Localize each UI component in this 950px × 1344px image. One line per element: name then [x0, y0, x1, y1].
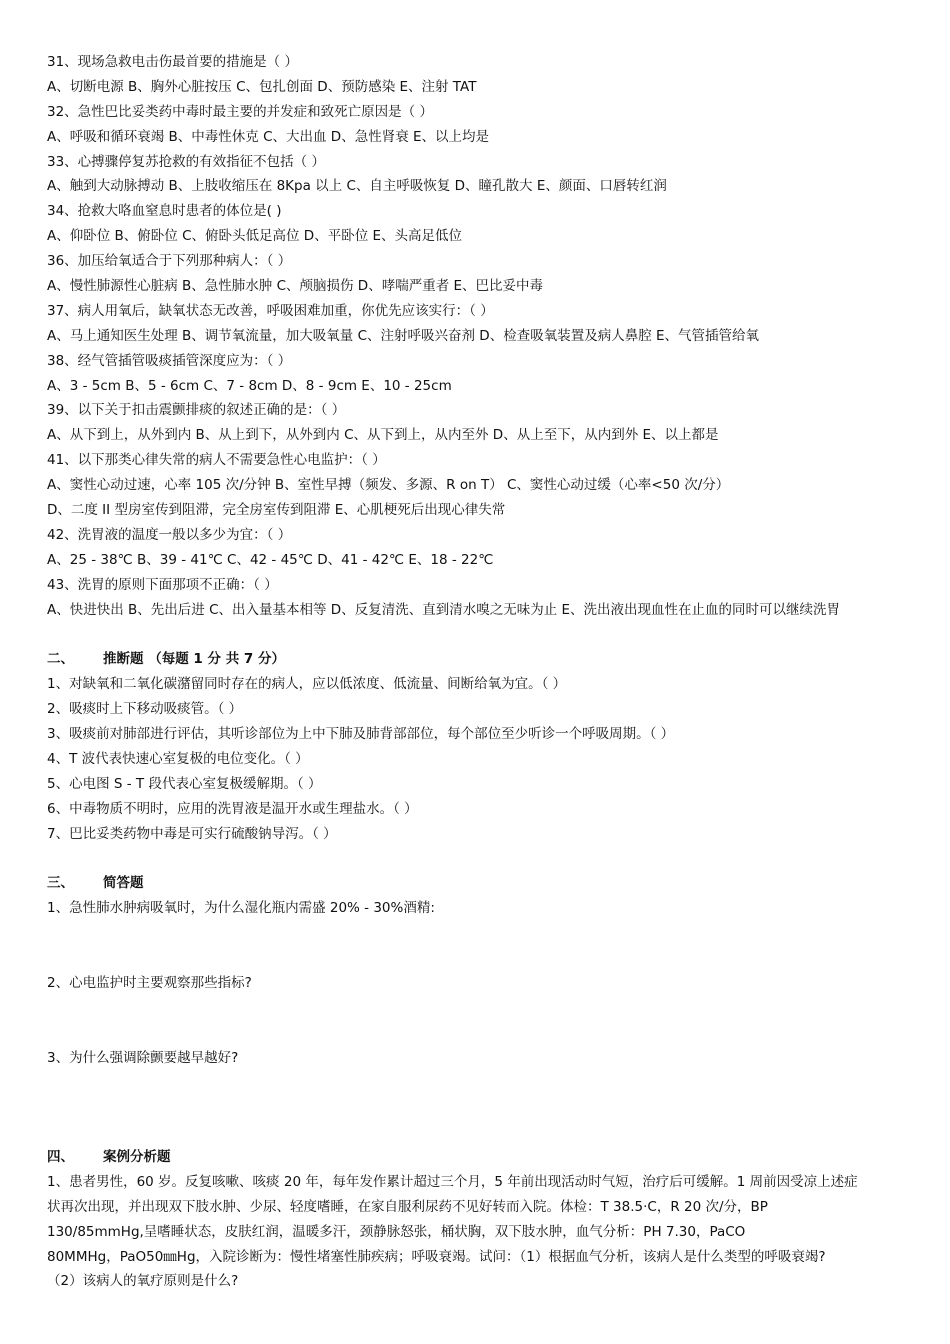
- section-heading: [47, 1145, 907, 1170]
- section-heading: [47, 647, 907, 672]
- section-short-answer: [47, 871, 907, 1145]
- section-number: 四、: [47, 1148, 74, 1165]
- short-answer-question: 1、急性肺水肿病吸氧时，为什么湿化瓶内需盛 20% - 30%酒精:: [47, 900, 435, 917]
- options-line: A、从下到上，从外到内 B、从上到下，从外到内 C、从下到上，从内至外 D、从上至下，从内到外 E、以上都是: [47, 427, 719, 444]
- judgement-item: 4、T 波代表快速心室复极的电位变化。（ ）: [47, 750, 309, 767]
- options-line: A、窦性心动过速，心率 105 次/分钟 B、室性早搏（频发、多源、R on T） C、窦性心动过缓（心率<50 次/分）: [47, 477, 730, 494]
- case-text-line: 130/85mmHg,呈嗜睡状态，皮肤红润，温暖多汗，颈静脉怒张，桶状胸，双下肢水肿，血气分析：PH 7.30，PaCO: [47, 1223, 746, 1240]
- section-number: 二、: [47, 651, 74, 668]
- judgement-item: 5、心电图 S - T 段代表心室复极缓解期。（ ）: [47, 775, 322, 792]
- section-case-analysis: [47, 1145, 907, 1294]
- options-line: A、快进快出 B、先出后进 C、出入量基本相等 D、反复清洗、直到清水嗅之无味为止 E、洗出液出现血性在止血的同时可以继续洗胃: [47, 601, 841, 618]
- options-line: A、马上通知医生处理 B、调节氧流量，加大吸氧量 C、注射呼吸兴奋剂 D、检查吸氧装置及病人鼻腔 E、气管插管给氧: [47, 327, 760, 344]
- document-page: [47, 50, 907, 1294]
- section-heading: [47, 871, 907, 896]
- question-line: 37、病人用氧后，缺氧状态无改善，呼吸困难加重，你优先应该实行：（ ）: [47, 302, 494, 319]
- case-text-line: 状再次出现，并出现双下肢水肿、少尿、轻度嗜睡，在家自服利尿药不见好转而入院。体检：T 38.5·C，R 20 次/分，BP: [47, 1198, 768, 1215]
- question-line: 41、以下那类心律失常的病人不需要急性心电监护：（ ）: [47, 452, 386, 469]
- question-line: 42、洗胃液的温度一般以多少为宜：（ ）: [47, 526, 292, 543]
- question-line: 38、经气管插管吸痰插管深度应为：（ ）: [47, 352, 292, 369]
- section-title: 案例分析题: [103, 1148, 171, 1165]
- options-line: A、仰卧位 B、俯卧位 C、俯卧头低足高位 D、平卧位 E、头高足低位: [47, 228, 463, 245]
- options-line: A、切断电源 B、胸外心脏按压 C、包扎创面 D、预防感染 E、注射 TAT: [47, 78, 477, 95]
- judgement-item: 7、巴比妥类药物中毒是可实行硫酸钠导泻。（ ）: [47, 825, 337, 842]
- section-judgement: [47, 647, 907, 846]
- section-title: 推断题 （每题 1 分 共 7 分）: [103, 651, 285, 668]
- judgement-item: 6、中毒物质不明时，应用的洗胃液是温开水或生理盐水。（ ）: [47, 800, 418, 817]
- question-line: 36、加压给氧适合于下列那种病人：（ ）: [47, 253, 292, 270]
- options-line: A、3 - 5cm B、5 - 6cm C、7 - 8cm D、8 - 9cm E、10 - 25cm: [47, 377, 452, 394]
- question-line: 33、心搏骤停复苏抢救的有效指征不包括（ ）: [47, 153, 325, 170]
- judgement-item: 1、对缺氧和二氧化碳潴留同时存在的病人，应以低浓度、低流量、间断给氧为宜。（ ）: [47, 676, 567, 693]
- mcq-list: [47, 50, 907, 622]
- question-line: 43、洗胃的原则下面那项不正确：（ ）: [47, 576, 278, 593]
- options-line: A、呼吸和循环衰竭 B、中毒性休克 C、大出血 D、急性肾衰 E、以上均是: [47, 128, 490, 145]
- case-text-line: 1、患者男性，60 岁。反复咳嗽、咳痰 20 年，每年发作累计超过三个月，5 年前出现活动时气短，治疗后可缓解。1 周前因受凉上述症: [47, 1173, 858, 1190]
- question-line: 34、抢救大咯血窒息时患者的体位是( ): [47, 203, 282, 220]
- section-number: 三、: [47, 875, 74, 892]
- short-answer-question: 3、为什么强调除颤要越早越好?: [47, 1050, 239, 1067]
- options-line: D、二度 II 型房室传到阻滞，完全房室传到阻滞 E、心肌梗死后出现心律失常: [47, 502, 506, 519]
- question-line: 39、以下关于扣击震颤排痰的叙述正确的是：（ ）: [47, 402, 346, 419]
- options-line: A、25 - 38℃ B、39 - 41℃ C、42 - 45℃ D、41 - 42℃ E、18 - 22℃: [47, 551, 494, 568]
- question-line: 32、急性巴比妥类药中毒时最主要的并发症和致死亡原因是（ ）: [47, 103, 433, 120]
- section-title: 简答题: [103, 875, 144, 892]
- case-text-line: （2）该病人的氧疗原则是什么?: [47, 1273, 239, 1290]
- question-line: 31、现场急救电击伤最首要的措施是（ ）: [47, 54, 298, 70]
- judgement-item: 3、吸痰前对肺部进行评估，其听诊部位为上中下肺及肺背部部位，每个部位至少听诊一个呼吸周期。（ ）: [47, 726, 675, 743]
- options-line: A、慢性肺源性心脏病 B、急性肺水肿 C、颅脑损伤 D、哮喘严重者 E、巴比妥中毒: [47, 278, 544, 295]
- options-line: A、触到大动脉搏动 B、上肢收缩压在 8Kpa 以上 C、自主呼吸恢复 D、瞳孔散大 E、颜面、口唇转红润: [47, 178, 667, 195]
- short-answer-question: 2、心电监护时主要观察那些指标?: [47, 975, 252, 992]
- judgement-item: 2、吸痰时上下移动吸痰管。（ ）: [47, 701, 243, 718]
- case-text-line: 80MMHg，PaO50㎜Hg，入院诊断为：慢性堵塞性肺疾病；呼吸衰竭。试问：（1）根据血气分析，该病人是什么类型的呼吸衰竭?: [47, 1248, 826, 1265]
